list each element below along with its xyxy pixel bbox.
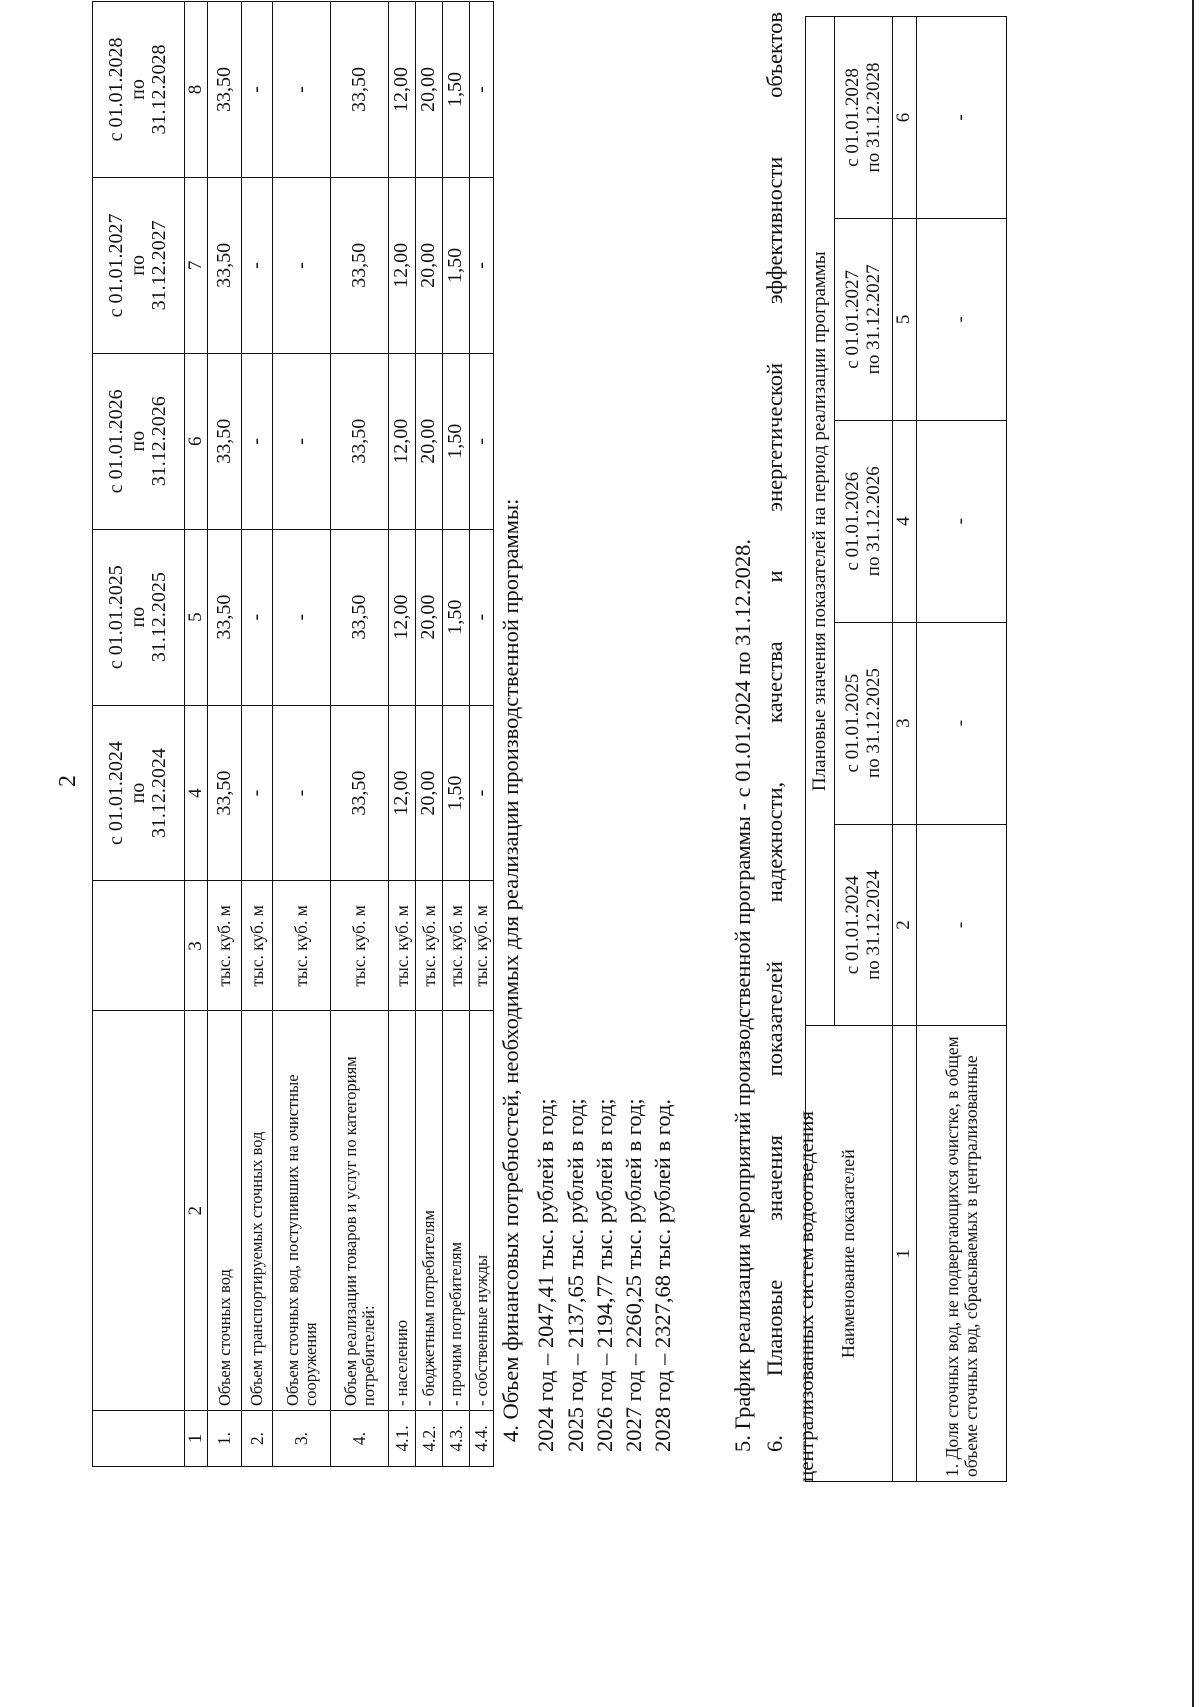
row-value: -	[273, 529, 331, 705]
row-value: 20,00	[416, 2, 443, 178]
row-name: - собственные нужды	[470, 1011, 494, 1411]
row-value: 33,50	[208, 2, 242, 178]
section-4-line: 2026 год – 2194,77 тыс. рублей в год;	[592, 1098, 617, 1452]
section-4-title: 4. Объем финансовых потребностей, необходимых для реализации производственной программы:	[498, 498, 523, 1442]
section-4-line: 2024 год – 2047,41 тыс. рублей в год;	[533, 1098, 558, 1452]
planned-values-header: Плановые значения показателей на период реализации программы	[806, 17, 835, 1026]
row-unit: тыс. куб. м	[470, 881, 494, 1011]
row-value: 33,50	[208, 529, 242, 705]
scan-edge-line	[1192, 0, 1194, 1707]
row-value: 20,00	[416, 177, 443, 353]
table-row	[917, 17, 1007, 1482]
row-value: -	[470, 705, 494, 881]
row-unit: тыс. куб. м	[331, 881, 389, 1011]
column-number: 6	[893, 17, 917, 219]
row-value: -	[470, 177, 494, 353]
row-value: 1,50	[443, 353, 470, 529]
table-header-row	[93, 2, 185, 1467]
section-4-line: 2028 год – 2327,68 тыс. рублей в год.	[650, 1098, 675, 1452]
row-value: 1,50	[443, 177, 470, 353]
row-number: 3.	[273, 1411, 331, 1467]
column-number: 8	[185, 2, 208, 178]
column-number: 3	[185, 881, 208, 1011]
section-6-line2: централизованных систем водоотведения	[794, 1110, 818, 1482]
row-number: 4.3.	[443, 1411, 470, 1467]
table-row	[416, 2, 443, 1467]
row-value: -	[242, 2, 273, 178]
page-number: 2	[55, 775, 81, 787]
row-value: 12,00	[389, 2, 416, 178]
row-unit: тыс. куб. м	[242, 881, 273, 1011]
column-number: 6	[185, 353, 208, 529]
section-4-line: 2025 год – 2137,65 тыс. рублей в год;	[563, 1098, 588, 1452]
row-value: -	[273, 177, 331, 353]
table-row	[273, 2, 331, 1467]
period-header: с 01.01.2025 по 31.12.2025	[835, 622, 893, 824]
table-row	[242, 2, 273, 1467]
row-value: 33,50	[331, 705, 389, 881]
row-value: 1,50	[443, 2, 470, 178]
table-row	[389, 2, 416, 1467]
row-value: -	[470, 2, 494, 178]
row-value: -	[470, 353, 494, 529]
row-value: -	[242, 705, 273, 881]
row-value: -	[273, 353, 331, 529]
row-value: 33,50	[331, 177, 389, 353]
period-header: с 01.01.2026 по 31.12.2026	[835, 420, 893, 622]
period-header: с 01.01.2024 по 31.12.2024	[835, 824, 893, 1026]
row-name: Объем реализации товаров и услуг по категориям потребителей:	[331, 1011, 389, 1411]
row-value: -	[273, 705, 331, 881]
row-value: 12,00	[389, 529, 416, 705]
period-header: с 01.01.2028 по 31.12.2028	[835, 17, 893, 219]
header-cell	[93, 1411, 185, 1467]
row-value: 20,00	[416, 705, 443, 881]
row-name: Объем транспортируемых сточных вод	[242, 1011, 273, 1411]
row-value: 33,50	[208, 177, 242, 353]
row-value: 33,50	[331, 2, 389, 178]
column-number: 3	[893, 622, 917, 824]
row-value: 12,00	[389, 353, 416, 529]
indicator-value: -	[917, 17, 1007, 219]
column-number: 5	[185, 529, 208, 705]
row-unit: тыс. куб. м	[389, 881, 416, 1011]
row-number: 4.4.	[470, 1411, 494, 1467]
row-name: - прочим потребителям	[443, 1011, 470, 1411]
header-cell	[93, 881, 185, 1011]
row-value: -	[242, 353, 273, 529]
row-number: 1.	[208, 1411, 242, 1467]
indicator-value: -	[917, 824, 1007, 1026]
table-header-row	[806, 17, 835, 1482]
row-value: 1,50	[443, 705, 470, 881]
column-number: 1	[893, 1026, 917, 1482]
table-row	[470, 2, 494, 1467]
period-header: с 01.01.2027 по 31.12.2027	[835, 218, 893, 420]
header-cell	[93, 1011, 185, 1411]
section-4-line: 2027 год – 2260,25 тыс. рублей в год;	[621, 1098, 646, 1452]
period-header: с 01.01.2027 по 31.12.2027	[93, 177, 185, 353]
row-value: 12,00	[389, 705, 416, 881]
row-unit: тыс. куб. м	[416, 881, 443, 1011]
column-number: 5	[893, 218, 917, 420]
row-number: 4.1.	[389, 1411, 416, 1467]
row-value: 20,00	[416, 529, 443, 705]
period-header: с 01.01.2025 по 31.12.2025	[93, 529, 185, 705]
row-value: 33,50	[208, 353, 242, 529]
indicator-value: -	[917, 218, 1007, 420]
table-row	[443, 2, 470, 1467]
row-value: 20,00	[416, 353, 443, 529]
row-name: Объем сточных вод	[208, 1011, 242, 1411]
row-unit: тыс. куб. м	[443, 881, 470, 1011]
row-value: -	[242, 529, 273, 705]
row-value: 33,50	[331, 353, 389, 529]
column-number: 1	[185, 1411, 208, 1467]
row-value: 33,50	[331, 529, 389, 705]
row-value: -	[273, 2, 331, 178]
row-value: -	[242, 177, 273, 353]
row-number: 4.	[331, 1411, 389, 1467]
indicator-value: -	[917, 622, 1007, 824]
row-value: 1,50	[443, 529, 470, 705]
table-row	[331, 2, 389, 1467]
production-volume-table	[92, 1, 494, 1467]
row-value: -	[470, 529, 494, 705]
column-number: 4	[185, 705, 208, 881]
row-number: 4.2.	[416, 1411, 443, 1467]
row-name: Объем сточных вод, поступивших на очистные сооружения	[273, 1011, 331, 1411]
section-5-text: 5. График реализации мероприятий производственной программы - с 01.01.2024 по 31.12.2028.	[730, 539, 755, 1452]
column-number: 2	[893, 824, 917, 1026]
column-number: 2	[185, 1011, 208, 1411]
column-number: 7	[185, 177, 208, 353]
table-row	[208, 2, 242, 1467]
indicator-value: -	[917, 420, 1007, 622]
row-name: - бюджетным потребителям	[416, 1011, 443, 1411]
row-unit: тыс. куб. м	[208, 881, 242, 1011]
row-unit: тыс. куб. м	[273, 881, 331, 1011]
indicator-name-header: Наименование показателей	[806, 1026, 893, 1482]
indicator-name: 1. Доля сточных вод, не подвергающихся очистке, в общем объеме сточных вод, сбрасываемых в централизованные	[917, 1026, 1007, 1482]
period-header: с 01.01.2026 по 31.12.2026	[93, 353, 185, 529]
indicators-table	[805, 16, 1007, 1482]
period-header: с 01.01.2028 по 31.12.2028	[93, 2, 185, 178]
column-number-row	[185, 2, 208, 1467]
row-value: 33,50	[208, 705, 242, 881]
row-name: - населению	[389, 1011, 416, 1411]
row-number: 2.	[242, 1411, 273, 1467]
row-value: 12,00	[389, 177, 416, 353]
column-number: 4	[893, 420, 917, 622]
column-number-row	[893, 17, 917, 1482]
period-header: с 01.01.2024 по 31.12.2024	[93, 705, 185, 881]
section-6-line1: 6. Плановые значения показателей надежности, качества и энергетической эффективности объектов	[762, 12, 787, 1452]
